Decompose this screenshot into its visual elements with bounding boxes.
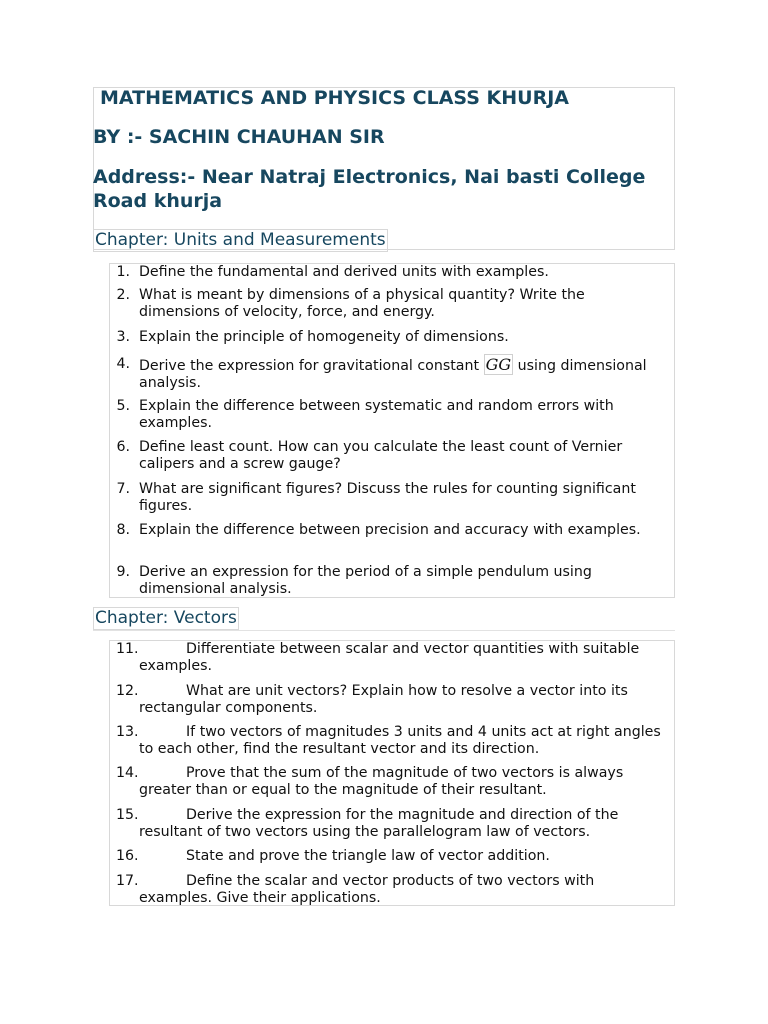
item-text: Explain the difference between precision and accuracy with examples.	[139, 522, 641, 538]
item-text: What is meant by dimensions of a physical quantity? Write the dimensions of velocity, force, and energy.	[139, 287, 585, 320]
item-number: 3.	[116, 329, 130, 345]
gravitational-constant-symbol: GG	[485, 355, 512, 374]
item-number: 17.	[116, 873, 139, 889]
item-text: Derive an expression for the period of a simple pendulum using dimensional analysis.	[139, 564, 592, 597]
item-number: 11.	[116, 641, 139, 657]
divider	[93, 630, 675, 631]
item-number: 12.	[116, 683, 139, 699]
item-number: 5.	[116, 398, 130, 414]
item-text: Explain the difference between systematic and random errors with examples.	[139, 398, 614, 431]
item-number: 16.	[116, 848, 139, 864]
item-text: Define least count. How can you calculate the least count of Vernier calipers and a screw gauge?	[139, 439, 623, 472]
item-text: State and prove the triangle law of vector addition.	[186, 848, 550, 864]
item-text	[139, 356, 669, 392]
item-number: 7.	[116, 481, 130, 497]
item-text: Explain the principle of homogeneity of dimensions.	[139, 329, 509, 345]
item-text: What are unit vectors? Explain how to resolve a vector into its rectangular components.	[139, 683, 628, 716]
address-line: Address:- Near Natraj Electronics, Nai basti College Road khurja	[93, 166, 646, 212]
item-number: 2.	[116, 287, 130, 303]
chapter-heading-units: Chapter: Units and Measurements	[95, 230, 386, 250]
item-text: Differentiate between scalar and vector quantities with suitable examples.	[139, 641, 640, 674]
item-number: 9.	[116, 564, 130, 580]
item-number: 6.	[116, 439, 130, 455]
item-number: 1.	[116, 264, 130, 280]
item-text: Prove that the sum of the magnitude of two vectors is always greater than or equal to the magnitude of their resultant.	[139, 765, 624, 798]
question-list-units	[109, 263, 675, 598]
item-text-part: using dimensional analysis.	[139, 358, 647, 391]
chapter-heading-vectors: Chapter: Vectors	[95, 608, 237, 628]
item-text: Derive the expression for the magnitude and direction of the resultant of two vectors using the parallelogram law of vectors.	[139, 807, 619, 840]
item-number: 14.	[116, 765, 139, 781]
item-text: If two vectors of magnitudes 3 units and 4 units act at right angles to each other, find the resultant vector and its direction.	[139, 724, 661, 757]
author-line: BY :- SACHIN CHAUHAN SIR	[93, 126, 385, 148]
question-list-vectors	[109, 640, 675, 906]
page-title: MATHEMATICS AND PHYSICS CLASS KHURJA	[100, 87, 570, 109]
item-text-part: Derive the expression for gravitational constant	[139, 358, 480, 374]
item-text: Define the scalar and vector products of two vectors with examples. Give their applications.	[139, 873, 595, 906]
item-number: 8.	[116, 522, 130, 538]
item-text: Define the fundamental and derived units with examples.	[139, 264, 549, 280]
item-number: 13.	[116, 724, 139, 740]
item-text: What are significant figures? Discuss the rules for counting significant figures.	[139, 481, 636, 514]
item-number: 4.	[116, 356, 130, 372]
item-number: 15.	[116, 807, 139, 823]
